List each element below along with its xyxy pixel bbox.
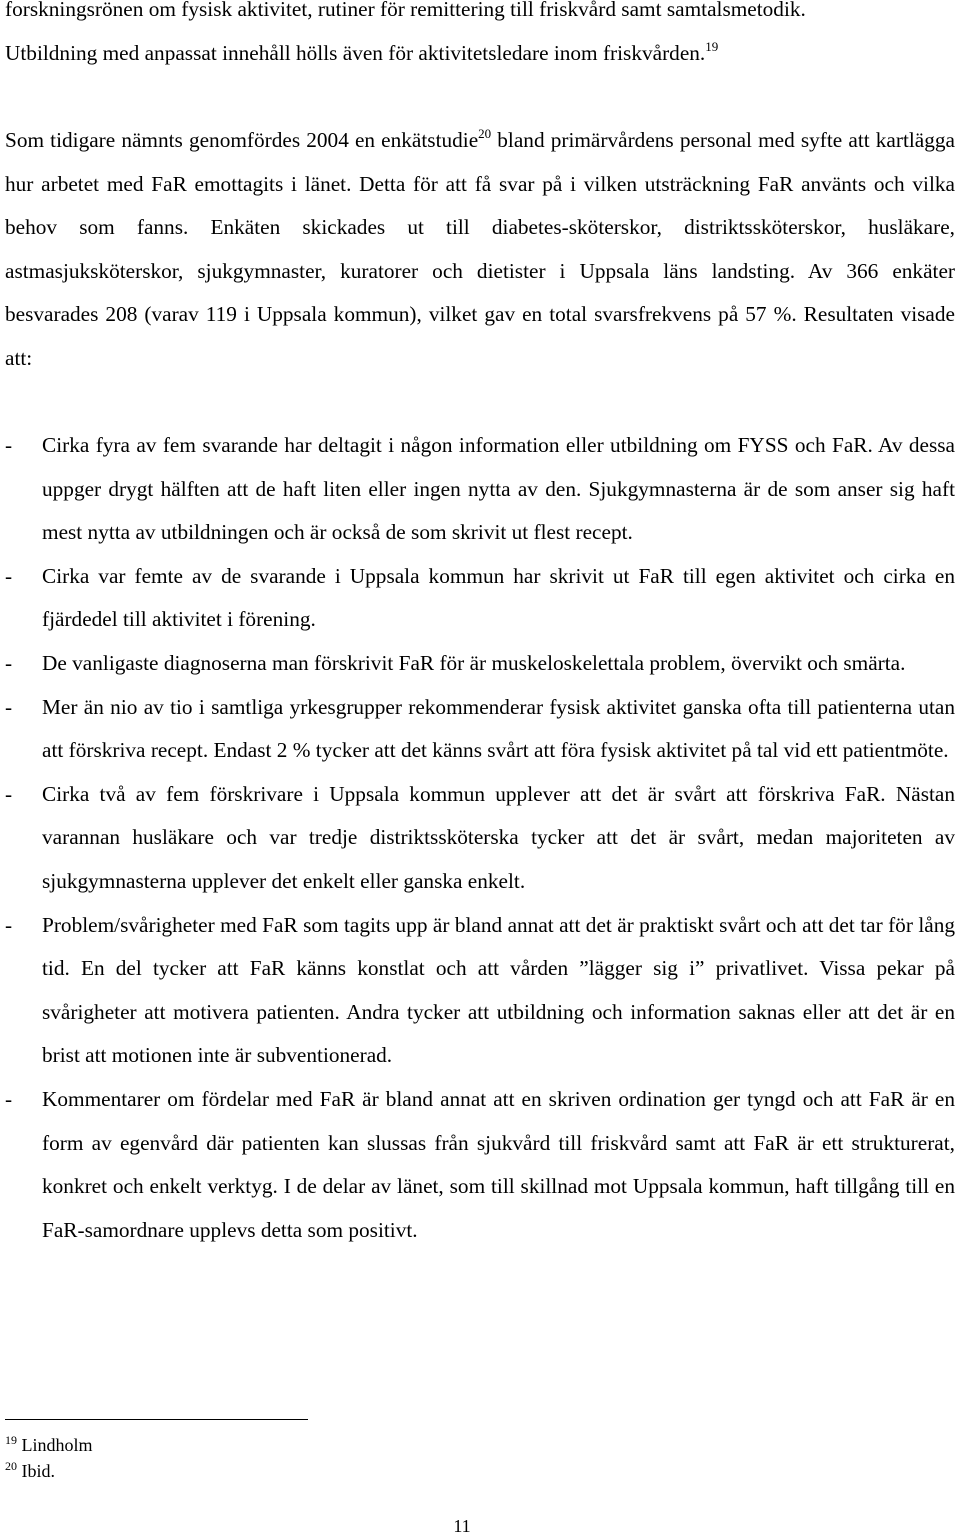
list-item-text: Problem/svårigheter med FaR som tagits upp är bland annat att det är praktiskt svårt och att det tar för lång tid. En del tycker att FaR känns konstlat och att vården ”lägger sig i” privatlivet. Vissa pekar på svårigheter att motivera patienten. Andra tycker att utbildning och information saknas eller att det är en brist att motionen inte är subventionerad.: [42, 912, 955, 1068]
list-item-text: Cirka fyra av fem svarande har deltagit i någon information eller utbildning om FYSS och FaR. Av dessa uppger drygt hälften att de haft liten eller ingen nytta av den. Sjukgymnasterna är de som anser sig haft mest nytta av utbildningen och är också de som skrivit ut flest recept.: [42, 433, 955, 545]
survey-text-start: Som tidigare nämnts genomfördes 2004 en enkätstudie: [5, 128, 479, 152]
footnote-ref-20: 20: [478, 126, 492, 141]
footnote-text: Lindholm: [17, 1435, 93, 1455]
survey-paragraph: [5, 119, 955, 381]
footnote-ref-19: 19: [705, 38, 719, 54]
results-list: [5, 424, 955, 1252]
list-dash: -: [5, 650, 13, 675]
list-item: [5, 904, 955, 1078]
list-dash: -: [5, 912, 13, 937]
list-item: [5, 424, 955, 555]
list-dash: -: [5, 781, 13, 806]
list-dash: -: [5, 433, 13, 457]
footnote-20: [5, 1458, 505, 1484]
footnote-number: 19: [5, 1433, 17, 1447]
footnotes: [5, 1432, 505, 1484]
list-dash: -: [5, 563, 13, 588]
survey-text-rest: bland primärvårdens personal med syfte att kartlägga hur arbetet med FaR emottagits i länet. Detta för att få svar på i vilken utsträckning FaR använts och vilka behov som fanns. Enkäten skickades ut till diabetes-sköterskor, distriktssköterskor, husläkare, astmasjuksköterskor, sjukgymnaster, kuratorer och dietister i Uppsala läns landsting. Av 366 enkäter besvarades 208 (varav 119 i Uppsala kommun), vilket gav en total svarsfrekvens på 57 %. Resultaten visade att:: [5, 128, 955, 370]
list-dash: -: [5, 1086, 13, 1111]
list-item: [5, 1078, 955, 1252]
intro-line-1: forskningsrönen om fysisk aktivitet, rutiner för remittering till friskvård samt samtalsmetodik.: [5, 0, 806, 21]
list-item: [5, 686, 955, 773]
footnote-text: Ibid.: [17, 1461, 55, 1481]
list-item-text: Cirka två av fem förskrivare i Uppsala kommun upplever att det är svårt att förskriva FaR. Nästan varannan husläkare och var tredje distriktssköterska tycker att det är svårt, medan majoriteten av sjukgymnasterna upplever det enkelt eller ganska enkelt.: [42, 781, 955, 893]
list-item: [5, 555, 955, 642]
intro-paragraph: [5, 0, 955, 75]
intro-line-2: Utbildning med anpassat innehåll hölls även för aktivitetsledare inom friskvården.: [5, 40, 706, 65]
footnote-separator: [5, 1419, 308, 1420]
page-number: 11: [453, 1516, 471, 1536]
list-item-text: De vanligaste diagnoserna man förskrivit FaR för är muskeloskelettala problem, övervikt och smärta.: [42, 650, 906, 675]
footnote-19: [5, 1432, 505, 1458]
list-item-text: Mer än nio av tio i samtliga yrkesgrupper rekommenderar fysisk aktivitet ganska ofta till patienterna utan att förskriva recept. Endast 2 % tycker att det känns svårt att föra fysisk aktivitet på tal vid ett patientmöte.: [42, 694, 955, 763]
list-item: [5, 642, 955, 686]
list-item-text: Cirka var femte av de svarande i Uppsala kommun har skrivit ut FaR till egen aktivitet och cirka en fjärdedel till aktivitet i förening.: [42, 563, 955, 632]
list-item-text: Kommentarer om fördelar med FaR är bland annat att en skriven ordination ger tyngd och att FaR är en form av egenvård där patienten kan slussas från sjukvård till friskvård samt att FaR är ett strukturerat, konkret och enkelt verktyg. I de delar av länet, som till skillnad mot Uppsala kommun, haft tillgång till en FaR-samordnare upplevs detta som positivt.: [42, 1086, 955, 1242]
list-item: [5, 773, 955, 904]
list-dash: -: [5, 694, 13, 719]
footnote-number: 20: [5, 1459, 17, 1473]
